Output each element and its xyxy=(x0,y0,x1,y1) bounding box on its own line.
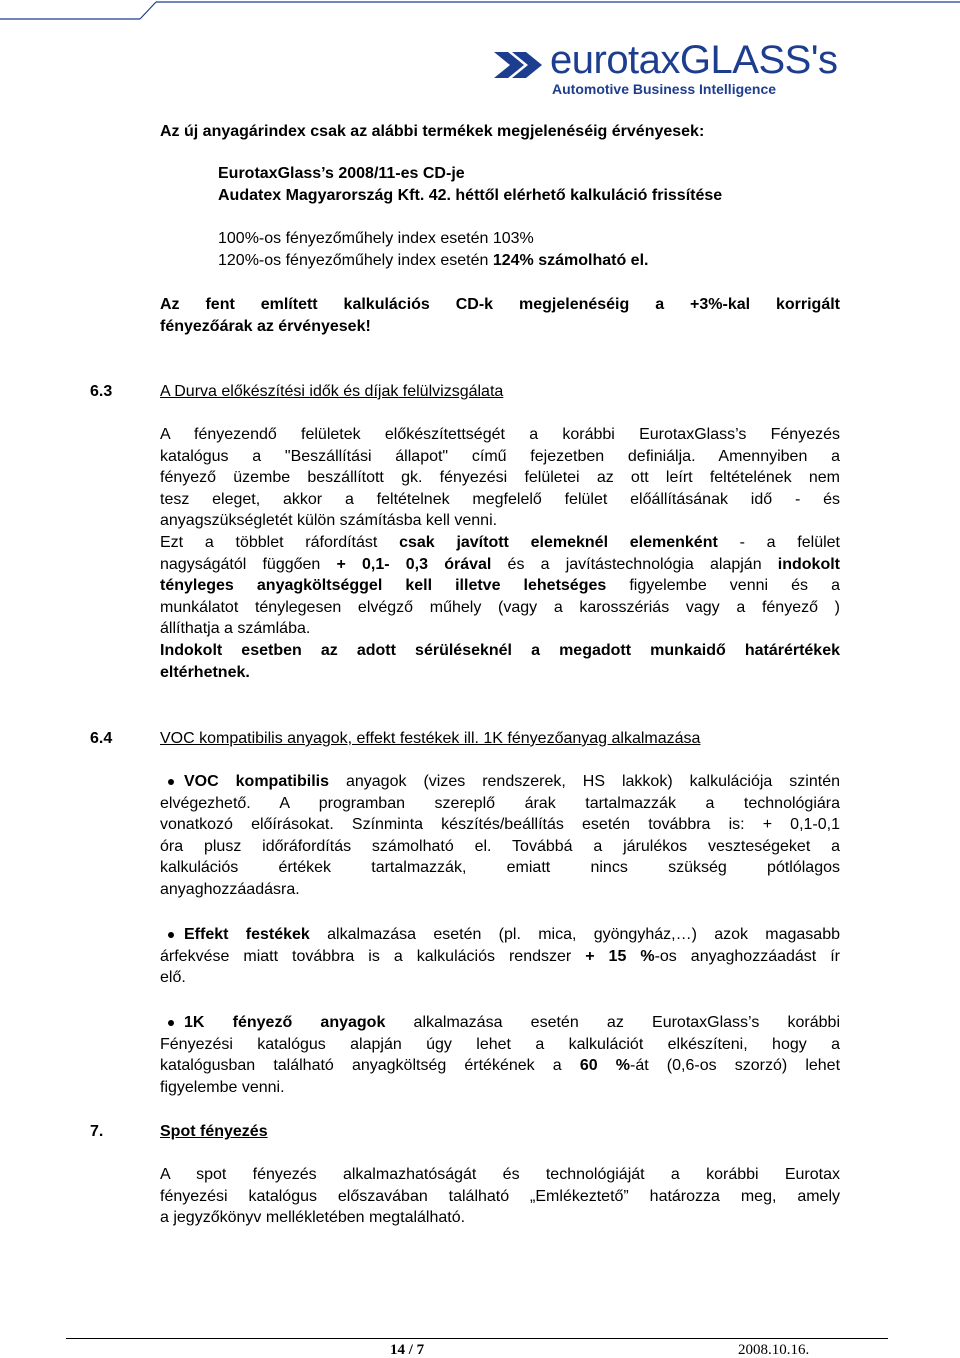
paragraph-line: VOC kompatibilis anyagok (vizes rendszerek, HS lakkok) kalkulációja szintén xyxy=(184,773,841,790)
paragraph-line: elvégezhető. A programban szereplő árak tartalmazzák a technológiára xyxy=(160,794,840,812)
intro-note xyxy=(160,294,840,337)
paragraph-line: munkálatot ténylegesen elvégző műhely (vagy a karosszériás vagy a fényező ) xyxy=(160,598,840,616)
paragraph-line: 1K fényező anyagok alkalmazása esetén az EurotaxGlass’s korábbi xyxy=(184,1014,841,1031)
document-date: 2008.10.16. xyxy=(738,1342,810,1358)
company-logo xyxy=(494,40,844,102)
paragraph-line: elő. xyxy=(160,969,186,987)
index-100-value: 103% xyxy=(492,230,534,247)
bullet-effekt xyxy=(160,924,840,989)
paragraph-line: Ezt a többlet ráfordítást csak javított elemeknél elemenként - a felület xyxy=(160,534,840,551)
paragraph-line: A fényezendő felületek előkészítettségét a korábbi EurotaxGlass’s Fényezés xyxy=(160,426,840,443)
intro-item-audatex: Audatex Magyarország Kft. 42. héttől elérhető kalkuláció frissítése xyxy=(218,187,723,204)
section-6-3-paragraph-3 xyxy=(160,640,840,683)
intro-note-line: fényezőárak az érvényesek! xyxy=(160,317,371,335)
intro-heading: Az új anyagárindex csak az alábbi termékek megjelenéséig érvényesek: xyxy=(160,123,705,140)
section-6-4-title: VOC kompatibilis anyagok, effekt festékek ill. 1K fényezőanyag alkalmazása xyxy=(160,730,701,747)
index-100-label: 100%-os fényezőműhely index esetén xyxy=(218,230,493,247)
footer-rule xyxy=(66,1338,888,1339)
bullet-1k xyxy=(160,1012,840,1098)
section-6-3-title: A Durva előkészítési idők és díjak felülvizsgálata xyxy=(160,383,504,400)
index-100-line xyxy=(218,228,534,250)
intro-note-line: Az fent említett kalkulációs CD-k megjelenéséig a +3%-kal korrigált xyxy=(160,296,840,313)
page-number: 14 / 7 xyxy=(390,1342,425,1358)
paragraph-line: katalógusban található anyagköltség értékének a 60 %-át (0,6-os szorzó) lehet xyxy=(160,1057,841,1075)
logo-chevrons-icon xyxy=(494,48,546,82)
logo-wordmark: eurotaxGLASS's xyxy=(550,38,838,82)
index-120-value: 124% számolható el. xyxy=(492,252,649,269)
section-6-3-paragraph-1 xyxy=(160,424,840,532)
paragraph-line: figyelembe venni. xyxy=(160,1078,285,1096)
paragraph-line: fényezési katalógus előszavában található „Emlékeztető” határozza meg, amely xyxy=(160,1187,840,1205)
section-7-title: Spot fényezés xyxy=(160,1123,268,1140)
logo-tagline: Automotive Business Intelligence xyxy=(552,81,777,97)
section-6-4-number: 6.4 xyxy=(90,730,113,747)
paragraph-line: vonatkozó előírásokat. Színminta készítés/beállítás esetén továbbra is: + 0,1-0,1 xyxy=(160,816,840,834)
paragraph-line: anyagszükségletét külön számításba kell venni. xyxy=(160,512,498,530)
section-6-3-number: 6.3 xyxy=(90,383,113,400)
paragraph-line: katalógus a "Beszállítási állapot" című fejezetben definiálja. Amennyiben a xyxy=(160,447,840,465)
paragraph-line: Fényezési katalógus alapján úgy lehet a kalkulációt elkészíteni, hogy a xyxy=(160,1035,840,1053)
paragraph-line: a jegyzőkönyv mellékletében megtalálható. xyxy=(160,1209,466,1227)
paragraph-line: tesz eleget, akkor a feltételnek megfelelő felület előállításának idő - és xyxy=(160,490,840,508)
paragraph-line: nagyságától függően + 0,1- 0,3 órával és a javítástechnológia alapján indokolt xyxy=(160,555,840,573)
paragraph-line: anyaghozzáadásra. xyxy=(160,880,300,898)
paragraph-line: kalkulációs értékek tartalmazzák, emiatt nincs szükség pótlólagos xyxy=(160,859,840,877)
paragraph-line: A spot fényezés alkalmazhatóságát és technológiáját a korábbi Eurotax xyxy=(160,1166,840,1183)
paragraph-line: eltérhetnek. xyxy=(160,663,250,681)
paragraph-line: árfekvése miatt továbbra is a kalkulációs rendszer + 15 %-os anyaghozzáadást ír xyxy=(160,947,840,965)
paragraph-line: állíthatja a számlába. xyxy=(160,620,311,638)
section-7-number: 7. xyxy=(90,1123,104,1140)
index-120-line xyxy=(218,250,648,272)
paragraph-line: Effekt festékek alkalmazása esetén (pl. mica, gyöngyház,…) azok magasabb xyxy=(184,926,841,943)
paragraph-line: tényleges anyagköltséggel kell illetve lehetséges figyelembe venni és a xyxy=(160,577,840,595)
header-rule xyxy=(0,0,960,24)
section-6-3-paragraph-2 xyxy=(160,532,840,640)
index-120-label: 120%-os fényezőműhely index esetén xyxy=(218,252,493,269)
section-7-paragraph xyxy=(160,1164,840,1229)
paragraph-line: Indokolt esetben az adott sérüléseknél a megadott munkaidő határértékek xyxy=(160,642,840,659)
paragraph-line: fényező üzembe beszállított gk. fényezési felületei az ott leírt feltételének nem xyxy=(160,469,840,487)
paragraph-line: óra plusz időráfordítás számolható el. Továbbá a járulékos veszteségeket a xyxy=(160,837,840,855)
intro-item-cd: EurotaxGlass’s 2008/11-es CD-je xyxy=(218,165,465,182)
bullet-voc xyxy=(160,771,840,901)
